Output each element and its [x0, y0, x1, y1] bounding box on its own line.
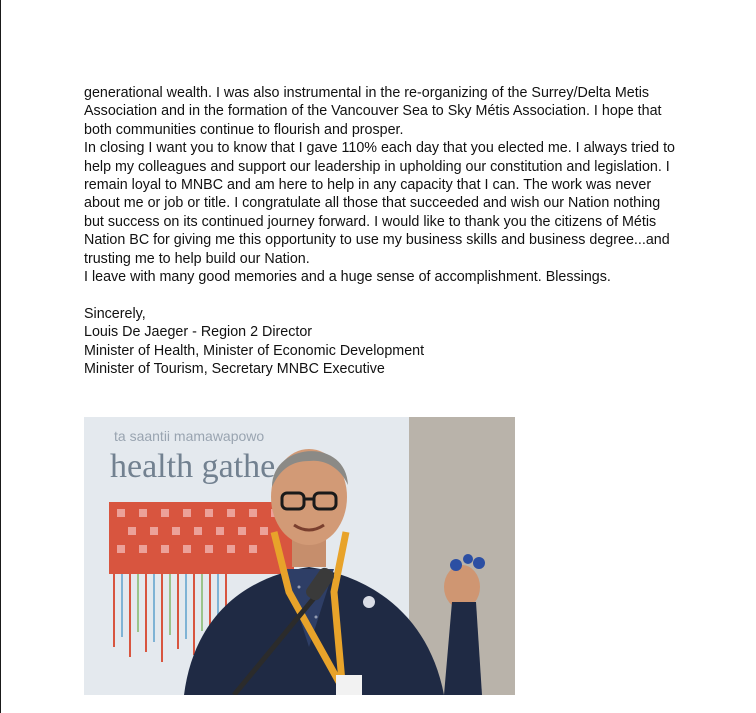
letter-paragraph: I leave with many good memories and a huge sense of accomplishment. Blessings. — [84, 269, 611, 286]
speaker-photo — [84, 417, 515, 695]
letter-paragraph: generational wealth. I was also instrumental in the re-organizing of the Surrey/Delta Metis Association and in the formation of the Vancouver Sea to Sky Métis Association. I hope that both communities continue to flourish and prosper. — [84, 85, 662, 138]
letter-body — [84, 84, 684, 378]
signature-title: Minister of Health, Minister of Economic Development — [84, 342, 425, 359]
screen-text-top: ta saantii mamawapowo — [114, 428, 265, 444]
signature-title: Minister of Tourism, Secretary MNBC Executive — [84, 361, 385, 378]
letter-paragraph: In closing I want you to know that I gave 110% each day that you elected me. I always tried to help my colleagues and support our leadership in upholding our constitution and legislation. I remain loyal to MNBC and am here to help in any capacity that I can. The work was never about me or job or title. I congratulate all those that succeeded and wish our Nation nothing but success on its continued journey forward. I would like to thank you the citizens of Métis Nation BC for giving me this opportunity to use my business skills and business degree...and trusting me to help build our Nation. — [84, 140, 676, 267]
signature-name: Louis De Jaeger - Region 2 Director — [84, 324, 313, 341]
screen-text-main: health gathe — [110, 448, 276, 485]
blank-line — [84, 286, 684, 304]
signature-closing: Sincerely, — [84, 305, 146, 322]
page-left-border — [0, 0, 1, 713]
